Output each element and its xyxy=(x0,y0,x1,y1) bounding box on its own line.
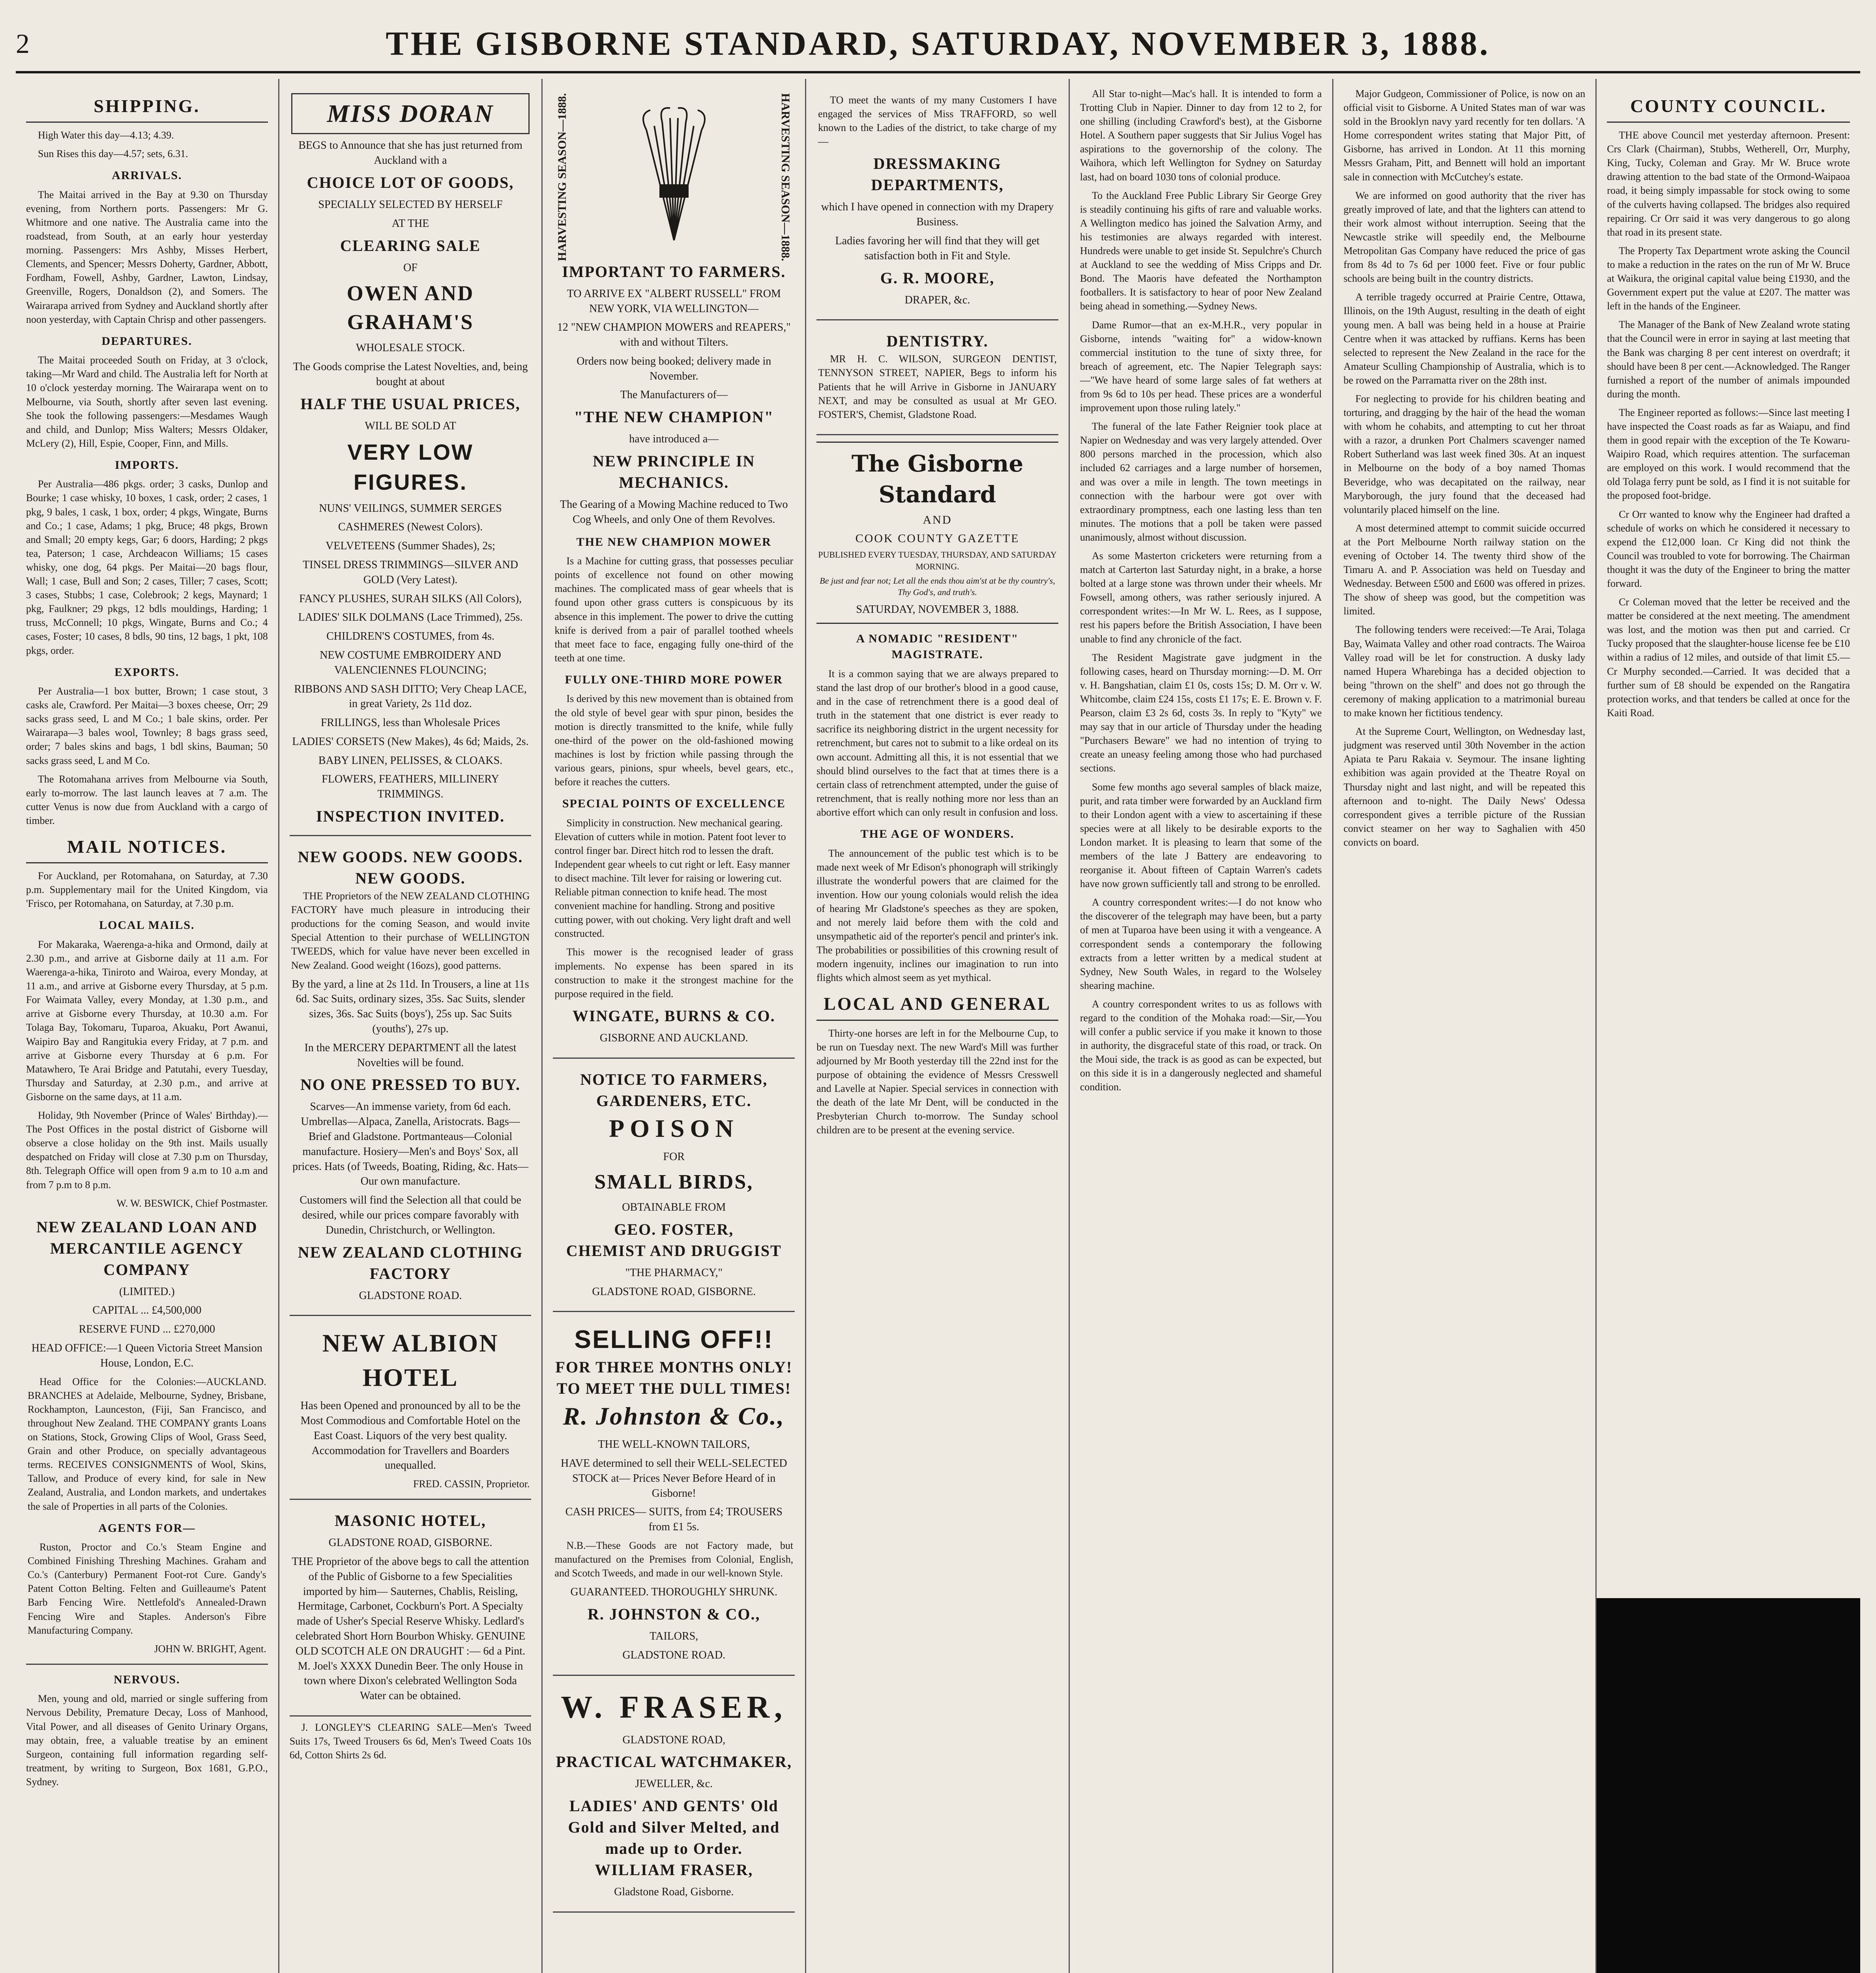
col6-para-6: The following tenders were received:—Te Arai, Tolaga Bay, Waimata Valley and other road contracts. The Wairoa Valley road will be let for construction. A dusky lady named Hupera Wharebinga has a decided objection to being "thrown on the shelf" and does not go through the ceremony of making application to a matrimonial bureau to make known her fictitious tendency. xyxy=(1343,624,1586,719)
moore-draper: DRAPER, &c. xyxy=(904,294,970,306)
wilson-text: MR H. C. WILSON, SURGEON DENTIST, TENNYSON STREET, NAPIER, Begs to inform his Patients that he will Arrive in Gisborne in JANUARY NEXT, and may be consulted as usual at Mr GEO. FOSTER'S, Chemist, Gladstone Road. xyxy=(818,353,1057,420)
doran-wholesale: WHOLESALE STOCK. xyxy=(356,342,465,354)
arrivals-text: The Maitai arrived in the Bay at 9.30 on Thursday evening, from Northern ports. Passengers: Mr G. Whitmore and one native. The Australia came into the roadstead, from South, at an early hour yesterday morning. Passengers: Mrs Ashby, Misses Herbert, Clements, and Spencer; Messrs Doherty, Gardner, Abbott, Fordham, Fowell, Ashby, Gardner, Lawton, Lindsay, Greenville, Rogers, Donaldson (2), and Somers. The Wairarapa arrived from Sydney and Auckland shortly after noon yesterday, with Captain Chrisp and other passengers. xyxy=(26,189,268,325)
nameplate-motto: Be just and fear not; Let all the ends thou aim'st at be thy country's, Thy God's, and truth's. xyxy=(820,575,1055,597)
column-3 xyxy=(543,79,806,1973)
new-goods-list: Scarves—An immense variety, from 6d each. Umbrellas—Alpaca, Zanella, Aristocrats. Bags—Brief and Gladstone. Portmanteaus—Colonial manufacture. Hosiery—Men's and Boys' Sox, all prices. Hats (of Tweeds, Boating, Riding, &c. Hats—Our own manufacture. xyxy=(292,1101,528,1188)
longley-ad: J. LONGLEY'S CLEARING SALE—Men's Tweed Suits 17s, Tweed Trousers 6s 6d, Men's Tweed Coats 10s 6d, Cotton Shirts 2s 6d. xyxy=(289,1722,532,1761)
col5-para-8: A country correspondent writes:—I do not know who the discoverer of the telegraph may have been, but a party of men at Tuparoa have been using it with a vengeance. A correspondent sends a contemporary the following extracts from a letter written by a medical student at Sydney, New South Wales, in regard to the Wolseley shearing machine. xyxy=(1080,897,1322,991)
nz-loan-limited: (LIMITED.) xyxy=(119,1285,175,1298)
fraser-road: GLADSTONE ROAD, xyxy=(622,1733,726,1746)
exports-heading: EXPORTS. xyxy=(114,665,180,679)
important-farmers: IMPORTANT TO FARMERS. xyxy=(562,262,786,281)
council-para-1: THE above Council met yesterday afternoon. Present: Crs Clark (Chairman), Stubbs, Wetherell, Orr, Murphy, King, Tucky, Coleman and Gray. Mr W. Bruce wrote drawing attention to the bad state of the Ormond-Waipaoa road, it being simply impassable for stock owing to some of the culverts having collapsed. The bridges also required repairing. Cr Orr said it was very dangerous to go along that road in its present state. xyxy=(1607,129,1850,238)
harvesting-right-label: HARVESTING SEASON—1888. xyxy=(779,93,792,261)
local-general-heading: LOCAL AND GENERAL xyxy=(816,992,1058,1020)
albion-signature: FRED. CASSIN, Proprietor. xyxy=(413,1478,530,1490)
col6-para-7: At the Supreme Court, Wellington, on Wednesday last, judgment was reserved until 30th November in the action Apiata te Paru Rakaia v. Seymour. The insane lighting exhibition was again provided at the Theatre Royal on Thursday night and last night, and will be repeated this afternoon and to-night. The Daily News' Odessa correspondent gives a terrible picture of the Russian convict steamer on her way to Saghalien with 450 convicts on board. xyxy=(1343,726,1586,848)
departures-text: The Maitai proceeded South on Friday, at 3 o'clock, taking—Mr Ward and child. The Australia left for North at 10 o'clock yesterday morning. The Wairarapa went on to Melbourne, via South, shortly after seven last evening. She took the following passengers:—Mesdames Waugh and child, and Dunlop; Miss Walters; Messrs Oldaker, McLery (2), Hill, Espie, Cooper, Finn, and Mills. xyxy=(26,354,268,449)
council-para-6: Cr Coleman moved that the letter be received and the matter be considered at the next meeting. The amendment was lost, and the motion was then put and carried. Cr Tucky proposed that the slaughter-house license fee be £10 within a radius of 12 miles, and outside of that limit £5.—Cr Murphy seconded.—Carried. It was decided that a further sum of £8 should be expended on the Rangatira protection works, and that tenders be called at once for the Kaiti Road. xyxy=(1607,596,1850,719)
nameplate-subtitle: COOK COUNTY GAZETTE xyxy=(855,532,1020,545)
power-text: Is derived by this new movement than is obtained from the old style of bevel gear with spur pinon, besides the motion is directly transmitted to the knife, while fully one-third of the power on the old-fashioned mowing machines is lost by friction while passing through the various gears, pinions, spur wheels, bevel gears, etc., before it reaches the cutters. xyxy=(554,693,794,788)
dressmaking: DRESSMAKING DEPARTMENTS, xyxy=(871,155,1004,194)
nz-loan-text: Head Office for the Colonies:—AUCKLAND. BRANCHES at Adelaide, Melbourne, Sydney, Brisbane, Rockhampton, Launceston, (Fiji, San Francisco, and throughout New Zealand. THE COMPANY grants Loans on Stations, Stock, Growing Clips of Wool, Grass Seed, Grain and other Produce, on specially advantageous terms. RECEIVES CONSIGNMENTS of Wool, Skins, Tallow, and Produce of every kind, for sale in New Zealand, Australia, and London markets, and undertakes the sale of Properties in all parts of the Colonies. xyxy=(28,1376,266,1512)
departures-heading: DEPARTURES. xyxy=(101,334,193,348)
wingate-sub: GISBORNE AND AUCKLAND. xyxy=(599,1031,748,1044)
special-list: Simplicity in construction. New mechanical gearing. Elevation of cutters while in motion. Patent foot lever to control finger bar. Direct hitch rod to lessen the draft. Independent gear wheels to cut right or left. Easy manner to disect machine. Tilt lever for raising or lowering cut. Reliable pitman connection to knife head. The most convenient machine for handling. Strong and positive cutting power, with out choking. Very light draft and well constructed. xyxy=(554,817,791,940)
shipping-heading: SHIPPING. xyxy=(26,94,268,123)
poison-for: FOR xyxy=(663,1150,685,1163)
johnston-name: R. Johnston & Co., xyxy=(563,1402,785,1430)
masonic-road: GLADSTONE ROAD, GISBORNE. xyxy=(328,1537,492,1549)
col5-para-4: The funeral of the late Father Reignier took place at Napier on Wednesday and was very largely attended. Over 800 persons marched in the procession, which also included 62 carriages and a large number of horsemen, and was over a mile in length. The town meetings in connection with the harbour were got over with extraordinary promptness, each one lasting less than ten minutes. The motions that a poll be taken were passed unanimously, almost without discussion. xyxy=(1080,421,1322,543)
agents-text: Ruston, Proctor and Co.'s Steam Engine and Combined Finishing Threshing Machines. Graham and Co.'s (Canterbury) Permanent Foot-rot Cure. Gandy's Patent Cotton Belting. Felten and Guilleaume's Patent Barb Fencing Wire. Nettlefold's Annealed-Drawn Fencing Wire and Staples. Anderson's Fibre Manufacturing Company. xyxy=(28,1541,266,1636)
arrivals-heading: ARRIVALS. xyxy=(112,169,182,182)
moore-text: TO meet the wants of my many Customers I have engaged the services of Miss TRAFFORD, so well known to the Ladies of the district, to take charge of my— xyxy=(818,94,1057,148)
moore-connection: which I have opened in connection with my Drapery Business. xyxy=(821,201,1054,228)
doran-inspection: INSPECTION INVITED. xyxy=(316,807,505,826)
doran-item-8: RIBBONS AND SASH DITTO; Very Cheap LACE, in great Variety, 2s 11d doz. xyxy=(294,683,527,710)
col5-para-2: To the Auckland Free Public Library Sir George Grey is steadily continuing his gifts of rare and valuable works. A Wellington medico has joined the Salvation Army, and his testimonies are always regarded with interest. Hundreds were unable to get inside St. Sepulchre's Church at Auckland to see the wedding of Miss Cripps and Dr. Bond. The Maoris have defeated the Northampton footballers. It is satisfactory to hear of poor New Zealand being ahead in something.—Sydney News. xyxy=(1080,189,1322,312)
johnston-text: HAVE determined to sell their WELL-SELECTED STOCK at— Prices Never Before Heard of in Gisborne! xyxy=(560,1457,787,1499)
local-mails-heading: LOCAL MAILS. xyxy=(99,919,195,932)
damaged-region xyxy=(1597,1598,1860,1973)
chemist: CHEMIST AND DRUGGIST xyxy=(566,1241,782,1260)
col5-para-6: The Resident Magistrate gave judgment in the following cases, heard on Thursday morning:—D. M. Orr v. H. Bangshatian, claim £1 0s, costs 15s; D. M. Orr v. W. Whitcombe, claim £24 15s, costs £1 17s; E. E. Brown v. F. Pearson, claim £3 2s 6d, costs 3s. In reply to "Kyty" we may say that in our article of Thursday under the heading "Purchasers Beware" we had no intention of trying to create an uneasy feeling among those who had purchased sections. xyxy=(1080,651,1322,774)
shipping-notes: The Rotomahana arrives from Melbourne via South, early to-morrow. The last launch leaves at 7 a.m. The cutter Venus is now due from Auckland with a cargo of timber. xyxy=(26,773,268,826)
nz-loan-heading: NEW ZEALAND LOAN AND MERCANTILE AGENCY COMPANY xyxy=(36,1218,258,1279)
doran-item-4: FANCY PLUSHES, SURAH SILKS (All Colors), xyxy=(299,592,522,605)
gearing-text: The Gearing of a Mowing Machine reduced to Two Cog Wheels, and only One of them Revolves. xyxy=(560,498,788,526)
new-goods-dept: In the MERCERY DEPARTMENT all the latest Novelties will be found. xyxy=(304,1041,517,1069)
doran-item-11: BABY LINEN, PELISSES, & CLOAKS. xyxy=(318,754,503,767)
imports-text: Per Australia—486 pkgs. order; 3 casks, Dunlop and Bourke; 1 case whisky, 10 boxes, 1 cask, order; 2 cases, 1 pkg, 9 bales, 1 cask, 1 box, order; 4 pkgs, Wingate, Burns and Co.; 1 case, Adams; 1 pkg, Bruce; 48 pkgs, Brown and Small; 20 empty kegs, Gar; 6 doors, Harding; 2 pkgs tea, Paterson; 1 case, Archdeacon Williams; 15 cases whisky, one dog, 64 pkgs. Per Maitai—20 bags flour, Wall; 1 case, Bull and Son; 2 cases, Tiller; 7 cases, Scott; 3 cases, Stubbs; 1 case, Colebrook; 2 kegs, Maynard; 1 pkg, Faulkner; 29 pkgs, 12 bdls mouldings, Harding; 1 truss, McConnell; 10 pkgs, Wingate, Burns and Co.; 4 cases, Foster; 10 cases, 8 bdls, 90 tins, 12 bags, 1 pkt, 108 pkgs, order. xyxy=(26,478,268,656)
masonic-heading: MASONIC HOTEL, xyxy=(335,1512,486,1530)
gold-silver: LADIES' AND GENTS' Old Gold and Silver Melted, and made up to Order. xyxy=(568,1797,780,1858)
doran-item-2: VELVETEENS (Summer Shades), 2s; xyxy=(326,540,495,552)
new-goods-text: THE Proprietors of the NEW ZEALAND CLOTHING FACTORY have much pleasure in introducing their productions for the coming Season, and would invite Special Attention to their purchase of WELLINGTON TWEEDS, which for value have never been excelled in New Zealand. Good weight (16ozs), good patterns. xyxy=(291,890,530,971)
doran-clearing: CLEARING SALE xyxy=(340,236,481,255)
mail-text: For Auckland, per Rotomahana, on Saturday, at 7.30 p.m. Supplementary mail for the United Kingdom, via 'Frisco, per Rotomahana, on Saturday, at 7.30 p.m. xyxy=(26,870,268,910)
col6-para-2: We are informed on good authority that the river has greatly improved of late, and that the lighters can attend to their work almost without interruption. Seeing that the Newcastle strike will speedily end, the Melbourne Metropolitan Gas Company have reduced the price of gas from 8s 4d to 7s 6d per 1000 feet. Five or four public schools are being built in the country districts. xyxy=(1343,189,1586,285)
pharmacy: "THE PHARMACY," xyxy=(625,1266,723,1279)
doran-choice: CHOICE LOT OF GOODS, xyxy=(307,173,514,191)
doran-at: AT THE xyxy=(391,217,429,230)
doran-specially: SPECIALLY SELECTED BY HERSELF xyxy=(318,198,503,211)
tailors-2: TAILORS, xyxy=(650,1630,698,1642)
imports-heading: IMPORTS. xyxy=(115,458,179,472)
doran-item-0: NUNS' VEILINGS, SUMMER SERGES xyxy=(319,502,502,515)
newspaper-masthead-title: THE GISBORNE STANDARD, SATURDAY, NOVEMBER 3, 1888. xyxy=(386,24,1490,62)
doran-item-7: NEW COSTUME EMBROIDERY AND VALENCIENNES FLOUNCING; xyxy=(320,649,501,676)
council-para-3: The Manager of the Bank of New Zealand wrote stating that the Council were in error in saying at last meeting that the Bank was charging 8 per cent interest on overdraft; it should have been 8 per cent.—Acknowledged. The Ranger furnished a report of the number of animals impounded during the month. xyxy=(1607,319,1850,400)
power-heading: FULLY ONE-THIRD MORE POWER xyxy=(565,673,783,686)
makers-text: The Manufacturers of— xyxy=(620,389,728,401)
doran-item-6: CHILDREN'S COSTUMES, from 4s. xyxy=(326,630,494,643)
doran-item-10: LADIES' CORSETS (New Makes), 4s 6d; Maids, 2s. xyxy=(292,735,529,748)
doran-owen-graham: OWEN AND GRAHAM'S xyxy=(346,281,474,334)
special-heading: SPECIAL POINTS OF EXCELLENCE xyxy=(562,797,786,811)
local-mails-text: For Makaraka, Waerenga-a-hika and Ormond, daily at 2.30 p.m., and arrive at Gisborne daily at 11 a.m. For Waerenga-a-hika, Tiniroto and Wairoa, every Monday, at 11 a.m., and arrive at Gisborne every Thursday, at 5 p.m. For Waimata Valley, every Monday, at 1.30 p.m., and arrive at Gisborne every Thursday, at 10.30 a.m. For Tolaga Bay, Tokomaru, Tuparoa, Akuaku, Port Awanui, Waipiro Bay and Rangitukia every Friday, at 7 p.m. and arrive at Gisborne every Thursday at 6 p.m. For Matawhero, Te Arai Bridge and Patutahi, every Tuesday, Thursday and Saturday, at 2.30 p.m., and arrive at Gisborne on the same days, at 11 a.m. xyxy=(26,938,268,1103)
col6-para-1: Major Gudgeon, Commissioner of Police, is now on an official visit to Gisborne. A United States man of war was sold in the Brooklyn navy yard recently for ten dollars. 'A Home correspondent writes stating that Major Pitt, of Gisborne, has arrived in London. At 11 this morning Messrs Graham, Pitt, and Bennett will hold an important sale in connection with McCutchey's estate. xyxy=(1343,88,1586,183)
dull-times: TO MEET THE DULL TIMES! xyxy=(556,1379,791,1397)
fraser-name: WILLIAM FRASER, xyxy=(595,1861,753,1879)
nb-text: N.B.—These Goods are not Factory made, but manufactured on the Premises from Colonial, English, and Scotch Tweeds, and made in our well-known Style. xyxy=(554,1539,794,1579)
nz-capital: CAPITAL ... £4,500,000 xyxy=(92,1304,202,1317)
col6-para-4: For neglecting to provide for his children beating and torturing, and dragging by the hair of the head the woman with whom he cohabits, and attempting to cut her throat with a razor, a drunken Port Chalmers scavenger named Robert Sutherland was last week fined 30s. At an inquest in Melbourne on the body of a boy named Thomas Beveridge, who was decapitated on the railway, near Maryborough, the jury found that the deceased had voluntarily placed himself on the line. xyxy=(1343,393,1586,515)
holiday-text: Holiday, 9th November (Prince of Wales' Birthday).—The Post Offices in the postal district of Gisborne will observe a close holiday on the 9th inst. Mails usually despatched on Friday will close at 7.30 p.m on Thursday, 8th. Telegraph Office will open from 9 a.m to 10 a.m and from 7 p.m to 8 p.m. xyxy=(26,1110,268,1191)
nervous-heading: NERVOUS. xyxy=(114,1673,180,1686)
dentistry-ad xyxy=(816,324,1058,435)
moore-ladies: Ladies favoring her will find that they will get satisfaction both in Fit and Style. xyxy=(835,234,1040,262)
doran-half: HALF THE USUAL PRICES, xyxy=(300,395,520,413)
champion-mowers: 12 "NEW CHAMPION MOWERS and REAPERS," with and without Tilters. xyxy=(557,321,791,349)
council-para-4: The Engineer reported as follows:—Since last meeting I have inspected the Coast roads as far as Waiapu, and find them in good repair with the exception of the Te Kowaru-Waipiro Road, which requires attention. The surfaceman are employed on this work. I would recommend that the old Tolaga ferry punt be sold, as I find it is not suitable for the proposed foot-bridge. xyxy=(1607,406,1850,502)
johnston-name-2: R. JOHNSTON & CO., xyxy=(588,1605,760,1623)
albion-hotel-ad xyxy=(290,1320,532,1500)
factory-road: GLADSTONE ROAD. xyxy=(359,1289,462,1302)
page-number: 2 xyxy=(16,29,30,59)
doran-item-12: FLOWERS, FEATHERS, MILLINERY TRIMMINGS. xyxy=(322,773,499,801)
foster-name: GEO. FOSTER, xyxy=(614,1220,734,1238)
orders-text: Orders now being booked; delivery made in November. xyxy=(577,355,771,382)
new-goods-heading: NEW GOODS. NEW GOODS. NEW GOODS. xyxy=(298,848,523,887)
guaranteed: GUARANTEED. THOROUGHLY SHRUNK. xyxy=(570,1586,778,1599)
column-2 xyxy=(279,79,543,1973)
albion-heading: NEW ALBION HOTEL xyxy=(322,1329,499,1391)
council-para-5: Cr Orr wanted to know why the Engineer had drafted a schedule of works on which he considered it necessary to expend the £12,000 loan. Cr King did not think the Council was troubled to vote for borrowing. The Chairman thought it was the duty of the Engineer to bring the matter forward. xyxy=(1607,508,1850,589)
col6-para-3: A terrible tragedy occurred at Prairie Centre, Ottawa, Illinois, on the 19th August, resulting in the death of eight young men. A ball was being held in a house at Prairie Centre when it was attacked by ruffians. Kerns has been selected to represent the New Zealand in the race for the Amateur Sculling Championship of Australia, which is to be rowed on the Parramatta river on the 28th inst. xyxy=(1343,291,1586,386)
new-goods-prices: By the yard, a line at 2s 11d. In Trousers, a line at 11s 6d. Sac Suits, ordinary sizes, 35s. Sac Suits, slender sizes, 36s. Sac Suits (boys'), 25s up. Sac Suits (youths'), 27s up. xyxy=(292,978,529,1035)
dentistry-heading: DENTISTRY. xyxy=(886,332,989,350)
masonic-hotel-ad xyxy=(290,1504,532,1717)
nameplate-and: AND xyxy=(923,513,952,527)
fraser-ad xyxy=(553,1680,795,1913)
mail-notices-heading: MAIL NOTICES. xyxy=(26,835,268,863)
poison-heading: POISON xyxy=(609,1114,739,1142)
doran-goods: The Goods comprise the Latest Novelties, and, being bought at about xyxy=(293,360,528,388)
nervous-text: Men, young and old, married or single suffering from Nervous Debility, Premature Decay, Loss of Manhood, Vital Power, and all diseases of Genito Urinary Organs, may obtain, free, a valuable treatise by an eminent Surgeon, containing full information regarding self-treatment, by writing to Surgeon, Box 1681, G.P.O., Sydney. xyxy=(26,1693,268,1788)
doran-low-figures: VERY LOW FIGURES. xyxy=(347,440,474,494)
doran-item-3: TINSEL DRESS TRIMMINGS—SILVER AND GOLD (Very Latest). xyxy=(303,558,518,586)
doran-will: WILL BE SOLD AT xyxy=(365,419,456,432)
postmaster-signature: W. W. BESWICK, Chief Postmaster. xyxy=(116,1197,268,1209)
nameplate-published: PUBLISHED EVERY TUESDAY, THURSDAY, AND SATURDAY MORNING. xyxy=(818,550,1057,572)
tailors: THE WELL-KNOWN TAILORS, xyxy=(598,1438,750,1451)
masthead-rule xyxy=(16,71,1860,73)
col5-para-3: Dame Rumor—that an ex-M.H.R., very popular in Gisborne, intends "waiting for" a widow-known commercial institution to the tune of sixty three, for breach of agreement, etc. The Napier Telegraph says:—"We have heard of some large sales of fat wethers at from 9s 6d to 10s per head. These prices are a wonderful improvement upon those ruling lately." xyxy=(1080,319,1322,414)
newspaper-nameplate xyxy=(816,442,1058,624)
doran-item-5: LADIES' SILK DOLMANS (Lace Trimmed), 25s. xyxy=(298,611,523,624)
doran-of: OF xyxy=(403,261,418,274)
nz-clothing-factory: NEW ZEALAND CLOTHING FACTORY xyxy=(298,1243,523,1282)
johnston-road: GLADSTONE ROAD. xyxy=(622,1649,726,1661)
selling-off: SELLING OFF!! xyxy=(574,1325,774,1354)
agents-heading: AGENTS FOR— xyxy=(98,1521,196,1535)
sun-line: Sun Rises this day—4.57; sets, 6.31. xyxy=(38,148,188,160)
three-months: FOR THREE MONTHS ONLY! xyxy=(555,1358,793,1376)
col5-para-5: As some Masterton cricketers were returning from a match at Carterton last Saturday night, in a brake, a horse bolted at a large stone was thrown under their wheels. Mr Fowsell, among others, was rather seriously injured. A correspondent writes:—In Mr W. L. Rees, as I suppose, rest his papers before the British Association, I have been unable to find any chronicle of the fact. xyxy=(1080,550,1322,645)
harvesting-ad xyxy=(553,87,795,1059)
newspaper-columns xyxy=(16,79,1860,1973)
column-7 xyxy=(1597,79,1860,1973)
wingate-burns: WINGATE, BURNS & CO. xyxy=(572,1007,775,1025)
column-1 xyxy=(16,79,279,1973)
high-water-line: High Water this day—4.13; 4.39. xyxy=(38,129,174,141)
new-goods-customers: Customers will find the Selection all that could be desired, while our prices compare favorably with Dunedin, Christchurch, or Wellington. xyxy=(300,1194,521,1236)
age-text: The announcement of the public test which is to be made next week of Mr Edison's phonograph will strikingly illustrate the wonderful powers that are claimed for the invention. How our young colonials would relish the idea of hearing Mr Gladstone's speeches as they are spoken, and not merely laid before them with the cold and unsympathetic aid of the reporter's pencil and printer's ink. The probabilities or possibilities of this crowning result of modern ingenuity, inclines our imagination to run into flights which almost seem as yet mythical. xyxy=(816,847,1058,984)
moore-name: G. R. MOORE, xyxy=(880,269,995,287)
miss-doran-name: MISS DORAN xyxy=(291,93,530,134)
miss-doran-ad xyxy=(290,87,532,836)
small-birds: SMALL BIRDS, xyxy=(594,1170,754,1193)
wheat-sheaf-illustration xyxy=(623,106,725,248)
nomadic-heading: A NOMADIC "RESIDENT" MAGISTRATE. xyxy=(856,632,1019,661)
practical-watchmaker: PRACTICAL WATCHMAKER, xyxy=(556,1753,792,1771)
poison-ad xyxy=(553,1063,795,1312)
pharmacy-road: GLADSTONE ROAD, GISBORNE. xyxy=(592,1285,756,1298)
col5-para-7: Some few months ago several samples of black maize, purit, and rata timber were forwarded by an Auckland firm to their London agent with a view to ascertaining if these species were at all likely to be desirable exports to the London market. It is pleasing to learn that some of the members of the late J Battery are endeavoring to reorganise it. About fifteen of Captain Warren's cadets have now grown sufficiently tall and strong to be enrolled. xyxy=(1080,781,1322,890)
nomadic-text: It is a common saying that we are always prepared to stand the last drop of our brother's blood in a good cause, and in the case of retrenchment there is a good deal of truth in the statement that one district is ever ready to sacrifice its neighboring district in the urgent necessity for retrenchment, but cares not to submit to a like ordeal on its own account. Admitting all this, it is not essential that we should blind ourselves to the fact that at times there is a certain class of retrenchment attempted, under the guise of retrenchment, that is really nothing more nor less than an abortive effort which can only result in confusion and loss. xyxy=(816,668,1058,818)
nz-loan-ad xyxy=(26,1210,268,1665)
arrive-text: TO ARRIVE EX "ALBERT RUSSELL" FROM NEW YORK, VIA WELLINGTON— xyxy=(567,287,781,315)
johnston-ad xyxy=(553,1316,795,1675)
age-heading: THE AGE OF WONDERS. xyxy=(860,827,1015,840)
local-text: Thirty-one horses are left in for the Melbourne Cup, to be run on Tuesday next. The new Ward's Mill was further adjourned by Mr Booth yesterday till the 22nd inst for the purpose of obtaining the evidence of Messrs Cresswell and Lavelle at Napier. Special services in connection with the death of the late Mr Dent, will be conducted in the Presbyterian Church to-morrow. The Sunday school children are to be present at the evening service. xyxy=(816,1027,1058,1136)
mower-final: This mower is the recognised leader of grass implements. No expense has been spared in its construction to make it the strongest machine for the purpose required in the field. xyxy=(554,946,794,1000)
county-council-heading: COUNTY COUNCIL. xyxy=(1607,94,1850,123)
nameplate-date: SATURDAY, NOVEMBER 3, 1888. xyxy=(856,603,1019,616)
col6-para-5: A most determined attempt to commit suicide occurred at the Port Melbourne North railway station on the evening of October 14. The twenty third show of the Timaru A. and P. Association was held on Tuesday and Wednesday. Between £500 and £600 was offered in prizes. The show of sheep was good, but the competition was limited. xyxy=(1343,522,1586,617)
nameplate-title: The Gisborne Standard xyxy=(851,450,1024,508)
nz-office: HEAD OFFICE:—1 Queen Victoria Street Mansion House, London, E.C. xyxy=(31,1342,262,1369)
new-champion-heading: "THE NEW CHAMPION" xyxy=(574,408,774,426)
cash-prices: CASH PRICES— SUITS, from £4; TROUSERS from £1 5s. xyxy=(565,1506,783,1533)
new-goods-noone: NO ONE PRESSED TO BUY. xyxy=(300,1076,520,1094)
masthead xyxy=(0,0,1876,79)
col5-para-9: A country correspondent writes to us as follows with regard to the condition of the Mohaka road:—Sir,—You will confer a public service if you make it known to those in authority, the disgraceful state of this road, or track. On the Moui side, the track is as good as can be expected, but on this side it is in a dangerously neglected and shameful condition. xyxy=(1080,998,1322,1093)
new-principle: NEW PRINCIPLE IN MECHANICS. xyxy=(593,452,755,492)
new-goods-ad xyxy=(290,840,532,1316)
mower-heading: THE NEW CHAMPION MOWER xyxy=(576,535,771,548)
nz-reserve: RESERVE FUND ... £270,000 xyxy=(79,1323,215,1336)
fraser-big: W. FRASER, xyxy=(561,1690,787,1725)
doran-item-9: FRILLINGS, less than Wholesale Prices xyxy=(320,717,500,729)
obtainable: OBTAINABLE FROM xyxy=(622,1201,726,1213)
introduced-text: have introduced a— xyxy=(629,433,719,446)
column-4 xyxy=(806,79,1070,1973)
column-5 xyxy=(1070,79,1333,1973)
harvesting-left-label: HARVESTING SEASON—1888. xyxy=(556,93,569,261)
exports-text: Per Australia—1 box butter, Brown; 1 case stout, 3 casks ale, Crawford. Per Maitai—3 boxes cheese, Orr; 29 sacks grass seed, L and M Co.; 1 bale skins, order. Per Wairarapa—3 bales wool, Townley; 8 bags grass seed, order; 7 bales skins and bags, 1 bdl skins, Bauman; 50 sacks grass seed, L and M Co. xyxy=(26,685,268,766)
albion-text: Has been Opened and pronounced by all to be the Most Commodious and Comfortable Hotel on the East Coast. Liquors of the very best quality. Accommodation for Travellers and Boarders unequalled. xyxy=(300,1400,520,1472)
column-6 xyxy=(1333,79,1597,1973)
doran-intro: BEGS to Announce that she has just returned from Auckland with a xyxy=(298,139,522,167)
doran-item-1: CASHMERES (Newest Colors). xyxy=(338,521,483,533)
notice-farmers: NOTICE TO FARMERS, GARDENERS, ETC. xyxy=(580,1070,768,1110)
moore-ad xyxy=(816,87,1058,320)
council-para-2: The Property Tax Department wrote asking the Council to make a reduction in the rates on the run of Mr W. Bruce at Waikura, the original capital value being £1930, and the Government expert put the value at £207. The matter was left in the hands of the Engineer. xyxy=(1607,245,1850,312)
mower-text: Is a Machine for cutting grass, that possesses peculiar points of excellence not found on other mowing machines. The complicated mass of gear wheels that is found upon other grass cutters is conspicuous by its absence in this implement. The power to drive the cutting knife is derived from a pair of parallel toothed wheels that meet face to face, engaging fully one-third of the teeth at one time. xyxy=(554,555,794,664)
masonic-text: THE Proprietor of the above begs to call the attention of the Public of Gisborne to a few Specialities imported by him— Sauternes, Chablis, Reisling, Hermitage, Carbonet, Cockburn's Port. A Specialty made of Usher's Special Reserve Whisky. Ledlard's celebrated Short Horn Bourbon Whisky. GENUINE OLD SCOTCH ALE ON DRAUGHT :— 6d a Pint. M. Joel's XXXX Dunedin Beer. The only House in town where Dixon's celebrated Wellington Soda Water can be obtained. xyxy=(292,1556,529,1702)
col5-para-1: All Star to-night—Mac's hall. It is intended to form a Trotting Club in Napier. Dinner to day from 12 to 2, for one shilling (including Crawford's best), at the Gisborne Hotel. A Southern paper suggests that Sir Julius Vogel has aspirations to the governorship of the colony. The Waihora, which left Wellington for Sydney on Saturday last, had on board 1030 tons of colonial produce. xyxy=(1080,88,1322,183)
agent-signature: JOHN W. BRIGHT, Agent. xyxy=(154,1643,266,1655)
fraser-address: Gladstone Road, Gisborne. xyxy=(614,1886,734,1898)
jeweller: JEWELLER, &c. xyxy=(635,1778,713,1790)
